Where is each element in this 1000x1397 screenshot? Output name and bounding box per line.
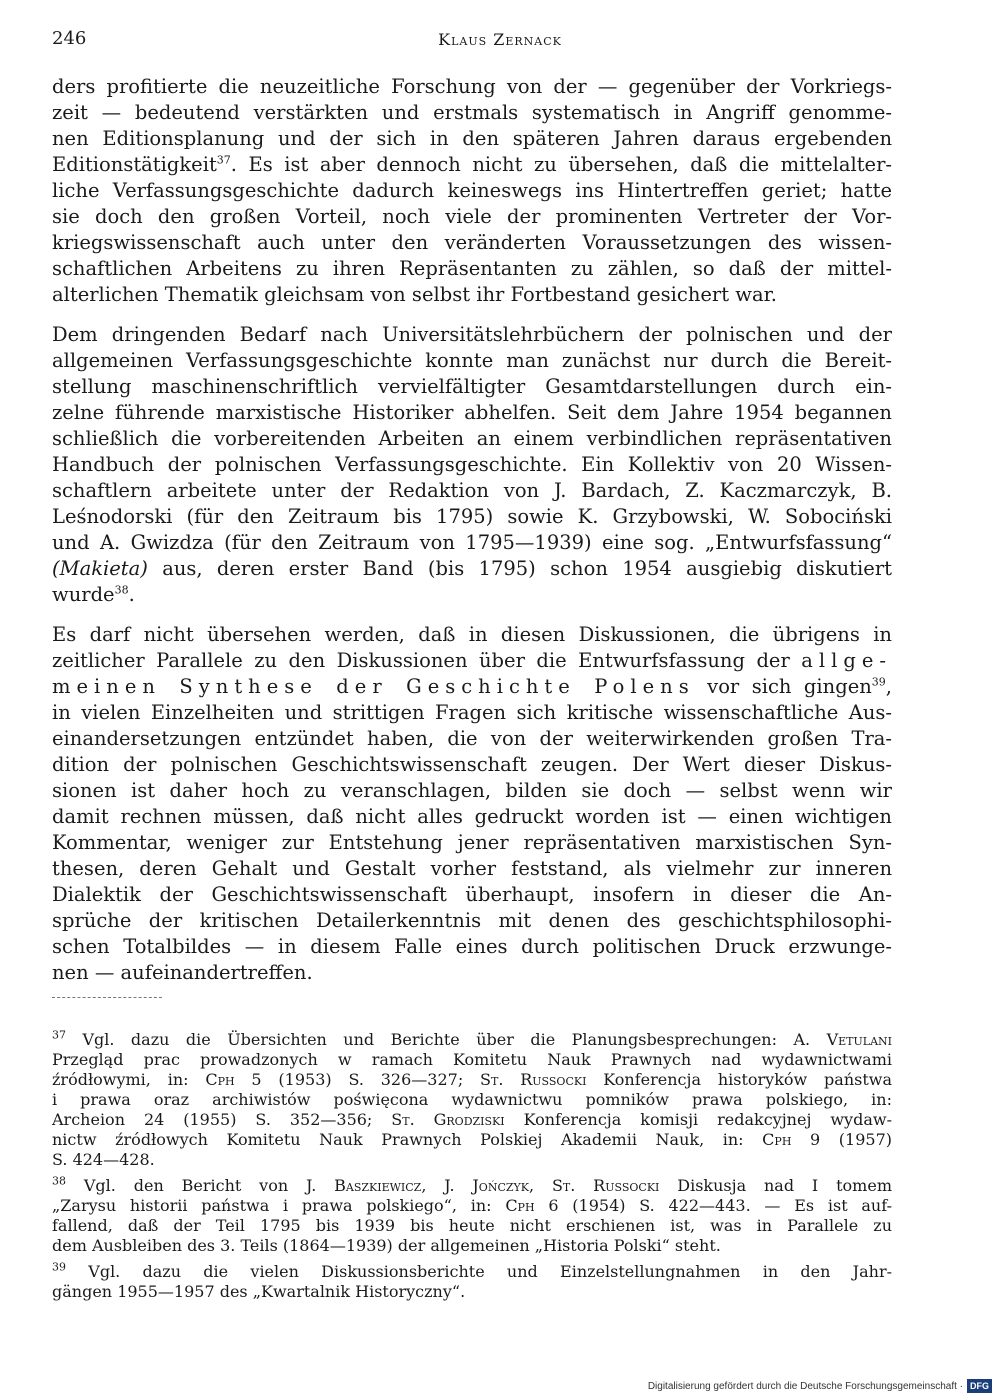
- running-head: [0, 30, 1000, 49]
- paragraph-1: [52, 74, 892, 308]
- text-line: sprüche der kritischen Detailerkenntnis mit denen des geschichtsphilosophi-: [52, 909, 892, 932]
- text-line: [52, 556, 892, 582]
- text-line: und A. Gwizdza (für den Zeitraum von 1795—1939) eine sog. „Entwurfsfassung“: [52, 531, 892, 554]
- text-fragment: Vgl. den Bericht von: [83, 1176, 307, 1195]
- text-line: Dem dringenden Bedarf nach Universitätslehrbüchern der polnischen und der: [52, 323, 892, 346]
- page-number: 246: [52, 28, 87, 49]
- author-name: J. Baszkiewicz, J. Jończyk, St. Russocki: [306, 1176, 660, 1195]
- text-line: sie doch den großen Vorteil, noch viele der prominenten Vertreter der Vor-: [52, 205, 892, 228]
- text-line: thesen, deren Gehalt und Gestalt vorher feststand, als vielmehr zur inneren: [52, 857, 892, 880]
- journal-abbrev: Cph: [205, 1070, 235, 1089]
- text-line: kriegswissenschaft auch unter den veränderten Voraussetzungen des wissen-: [52, 231, 892, 254]
- text-fragment: Diskusja nad I tomem: [659, 1176, 892, 1195]
- text-line: nen Editionsplanung und der sich in den späteren Jahren daraus ergebenden: [52, 127, 892, 150]
- text-line: stellung maschinenschriftlich vervielfältigter Gesamtdarstellungen durch ein-: [52, 375, 892, 398]
- text-fragment: źródłowymi, in:: [52, 1070, 206, 1089]
- digitization-footer: [648, 1379, 992, 1393]
- text-line: Kommentar, weniger zur Entstehung jener repräsentativen marxistischen Syn-: [52, 831, 892, 854]
- footer-text: Digitalisierung gefördert durch die Deutsche Forschungsgemeinschaft ·: [647, 1380, 963, 1392]
- text-fragment: 9 (1957): [791, 1130, 892, 1149]
- footnote-line: S. 424—428.: [52, 1150, 155, 1169]
- text-line: Es darf nicht übersehen werden, daß in diesen Diskussionen, die übrigens in: [52, 623, 892, 646]
- text-line: zeit — bedeutend verstärkten und erstmals systematisch in Angriff genomme-: [52, 101, 892, 124]
- running-head-author: Klaus Zernack: [438, 30, 562, 49]
- italic-term: (Makieta): [52, 557, 148, 580]
- text-line: Handbuch der polnischen Verfassungsgeschichte. Ein Kollektiv von 20 Wissen-: [52, 453, 892, 476]
- footnote-38: [52, 1176, 892, 1256]
- text-fragment: Konferencja historyków państwa: [586, 1070, 892, 1089]
- spaced-emphasis: allge-: [801, 649, 892, 672]
- dfg-logo: DFG: [967, 1379, 992, 1393]
- footnote-mark: 37: [52, 1028, 66, 1042]
- text-fragment: Archeion 24 (1955) S. 352—356;: [52, 1110, 392, 1129]
- text-line: schaftlern arbeitete unter der Redaktion von J. Bardach, Z. Kaczmarczyk, B.: [52, 479, 892, 502]
- text-line: schaftlichen Arbeitens zu ihren Repräsentanten zu zählen, so daß der mittel-: [52, 257, 892, 280]
- footnote-line: [52, 1130, 892, 1150]
- paragraph-2: [52, 322, 892, 608]
- journal-abbrev: Cph: [505, 1196, 535, 1215]
- text-line: [52, 648, 892, 674]
- text-fragment: nictw źródłowych Komitetu Nauk Prawnych Polskiej Akademii Nauk, in:: [52, 1130, 763, 1149]
- text-fragment: Konferencja komisji redakcyjnej wydaw-: [504, 1110, 892, 1129]
- body-text: [52, 74, 892, 1000]
- text-line: meinen Synthese der Geschichte Polens vor sich gingen$^{39}$,: [52, 675, 892, 698]
- text-line: liche Verfassungsgeschichte dadurch keineswegs ins Hintertreffen geriet; hatte: [52, 179, 892, 202]
- footnote-line: [52, 1030, 892, 1050]
- footnote-line: i prawa oraz archiwistów poświęcona wydawnictwu pomników prawa polskiego, in:: [52, 1090, 892, 1109]
- author-name: St. Russocki: [480, 1070, 587, 1089]
- author-name: Vetulani: [826, 1030, 892, 1049]
- text-line: schließlich die vorbereitenden Arbeiten an einem verbindlichen repräsentativen: [52, 427, 892, 450]
- footnote-line: fallend, daß der Teil 1795 bis 1939 bis heute nicht erschienen ist, was in Parallele zu: [52, 1216, 892, 1235]
- text-line: zelne führende marxistische Historiker abhelfen. Seit dem Jahre 1954 begannen: [52, 401, 892, 424]
- footnote-line: [52, 1110, 892, 1130]
- footnote-mark: 39: [52, 1260, 66, 1274]
- footnotes: [52, 1030, 892, 1308]
- text-line: schen Totalbildes — in diesem Falle eines durch politischen Druck erzwunge-: [52, 935, 892, 958]
- footnote-line: Przegląd prac prowadzonych w ramach Komitetu Nauk Prawnych nad wydawnictwami: [52, 1050, 892, 1069]
- text-fragment: 5 (1953) S. 326—327;: [234, 1070, 481, 1089]
- footnote-line: [52, 1176, 892, 1196]
- text-line: alterlichen Thematik gleichsam von selbst ihr Fortbestand gesichert war.: [52, 283, 777, 306]
- text-fragment: 6 (1954) S. 422—443. — Es ist auf-: [534, 1196, 892, 1215]
- text-line: in vielen Einzelheiten und strittigen Fragen sich kritische wissenschaftliche Aus-: [52, 701, 892, 724]
- text-fragment: Editionstätigkeit: [52, 153, 217, 176]
- text-fragment: Vgl. dazu die vielen Diskussionsberichte und Einzelstellungnahmen in den Jahr-: [88, 1262, 892, 1281]
- text-line: damit rechnen müssen, daß nicht alles gedruckt worden ist — einen wichtigen: [52, 805, 892, 828]
- journal-abbrev: Cph: [762, 1130, 792, 1149]
- text-fragment: Vgl. dazu die Übersichten und Berichte über die Planungsbesprechungen: A.: [82, 1030, 827, 1049]
- text-fragment: wurde: [52, 583, 115, 606]
- footnote-divider: [52, 997, 162, 998]
- text-fragment: zeitlicher Parallele zu den Diskussionen über die Entwurfsfassung der: [52, 649, 802, 672]
- spaced-emphasis: meinen Synthese der Geschichte Polens: [52, 675, 695, 698]
- footnote-line: dem Ausbleiben des 3. Teils (1864—1939) der allgemeinen „Historia Polski“ steht.: [52, 1236, 721, 1255]
- footnote-39: [52, 1262, 892, 1302]
- text-line: wurde$^{38}$.: [52, 583, 135, 606]
- author-name: St. Grodziski: [391, 1110, 505, 1129]
- footnote-line: [52, 1196, 892, 1216]
- text-line: ders profitierte die neuzeitliche Forschung von der — gegenüber der Vorkriegs-: [52, 75, 892, 98]
- paragraph-3: [52, 622, 892, 986]
- text-fragment: „Zarysu historii państwa i prawa polskiego“, in:: [52, 1196, 506, 1215]
- text-fragment: vor sich gingen: [694, 675, 872, 698]
- footnote-line: [52, 1070, 892, 1090]
- footnote-ref-39: 39: [871, 675, 886, 689]
- text-line: nen — aufeinandertreffen.: [52, 961, 313, 984]
- footnote-mark: 38: [52, 1174, 66, 1188]
- text-line: Dialektik der Geschichtswissenschaft überhaupt, insofern in dieser die An-: [52, 883, 892, 906]
- footnote-line: [52, 1262, 892, 1282]
- text-line: Leśnodorski (für den Zeitraum bis 1795) sowie K. Grzybowski, W. Sobociński: [52, 505, 892, 528]
- footnote-line: gängen 1955—1957 des „Kwartalnik Historyczny“.: [52, 1282, 466, 1301]
- text-fragment: aus, deren erster Band (bis 1795) schon 1954 ausgiebig diskutiert: [147, 557, 892, 580]
- footnote-37: [52, 1030, 892, 1170]
- text-line: allgemeinen Verfassungsgeschichte konnte man zunächst nur durch die Bereit-: [52, 349, 892, 372]
- footnote-ref-37: 37: [216, 153, 231, 167]
- text-fragment: . Es ist aber dennoch nicht zu übersehen, daß die mittelalter-: [230, 153, 892, 176]
- text-line: einandersetzungen entzündet haben, die von der weiterwirkenden großen Tra-: [52, 727, 892, 750]
- text-line: dition der polnischen Geschichtswissenschaft zeugen. Der Wert dieser Diskus-: [52, 753, 892, 776]
- text-line: [52, 152, 892, 178]
- text-line: sionen ist daher hoch zu veranschlagen, bilden sie doch — selbst wenn wir: [52, 779, 892, 802]
- footnote-ref-38: 38: [114, 583, 129, 597]
